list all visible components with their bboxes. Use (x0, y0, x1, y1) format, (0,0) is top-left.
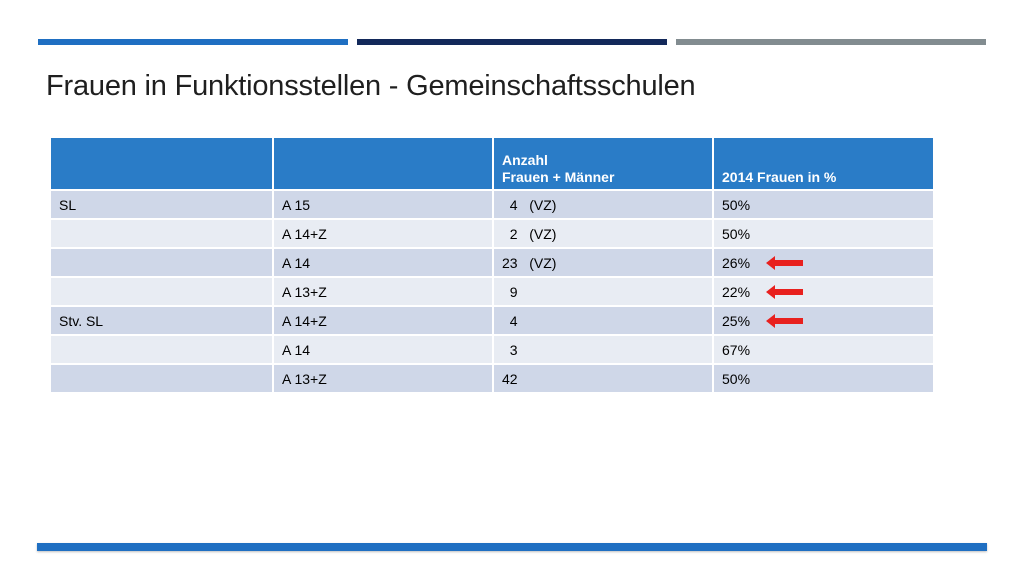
besoldung-cell: A 15 (273, 190, 493, 219)
prozent-value: 25% (722, 312, 751, 329)
prozent-value: 50% (722, 225, 751, 242)
prozent-cell (713, 306, 934, 335)
header-cell-frauen-prozent: 2014 Frauen in % (713, 137, 934, 190)
prozent-value: 26% (722, 254, 751, 271)
table-row (50, 219, 934, 248)
table-row (50, 335, 934, 364)
funktion-cell: SL (50, 190, 273, 219)
anzahl-cell: 4 (VZ) (493, 190, 713, 219)
top-accent-bar-blue (38, 39, 348, 45)
top-accent-bar-navy (357, 39, 667, 45)
funktion-cell (50, 219, 273, 248)
header-cell-1 (50, 137, 273, 190)
anzahl-cell: 23 (VZ) (493, 248, 713, 277)
table-header-row (50, 137, 934, 190)
prozent-value: 50% (722, 370, 751, 387)
besoldung-cell: A 14 (273, 248, 493, 277)
funktion-cell (50, 335, 273, 364)
prozent-value: 50% (722, 196, 751, 213)
table-row (50, 277, 934, 306)
prozent-cell (713, 219, 934, 248)
top-accent-bar-gray (676, 39, 986, 45)
data-table (49, 136, 935, 394)
header-cell-anzahl: Anzahl Frauen + Männer (493, 137, 713, 190)
funktion-cell: Stv. SL (50, 306, 273, 335)
besoldung-cell: A 13+Z (273, 277, 493, 306)
anzahl-cell: 9 (493, 277, 713, 306)
anzahl-cell: 42 (493, 364, 713, 393)
funktion-cell (50, 277, 273, 306)
funktion-cell (50, 248, 273, 277)
table-row (50, 306, 934, 335)
left-arrow-icon (766, 314, 803, 328)
anzahl-cell: 2 (VZ) (493, 219, 713, 248)
header-cell-2 (273, 137, 493, 190)
prozent-value: 22% (722, 283, 751, 300)
table-row (50, 364, 934, 393)
anzahl-cell: 3 (493, 335, 713, 364)
funktion-cell (50, 364, 273, 393)
prozent-value: 67% (722, 341, 751, 358)
anzahl-cell: 4 (493, 306, 713, 335)
besoldung-cell: A 14+Z (273, 306, 493, 335)
besoldung-cell: A 14 (273, 335, 493, 364)
left-arrow-icon (766, 256, 803, 270)
table-row (50, 190, 934, 219)
prozent-cell (713, 335, 934, 364)
prozent-cell (713, 364, 934, 393)
prozent-cell (713, 248, 934, 277)
prozent-cell (713, 277, 934, 306)
left-arrow-icon (766, 285, 803, 299)
table-row (50, 248, 934, 277)
prozent-cell (713, 190, 934, 219)
bottom-accent-bar (37, 543, 987, 551)
slide-title: Frauen in Funktionsstellen - Gemeinschaftsschulen (46, 70, 696, 102)
besoldung-cell: A 13+Z (273, 364, 493, 393)
besoldung-cell: A 14+Z (273, 219, 493, 248)
